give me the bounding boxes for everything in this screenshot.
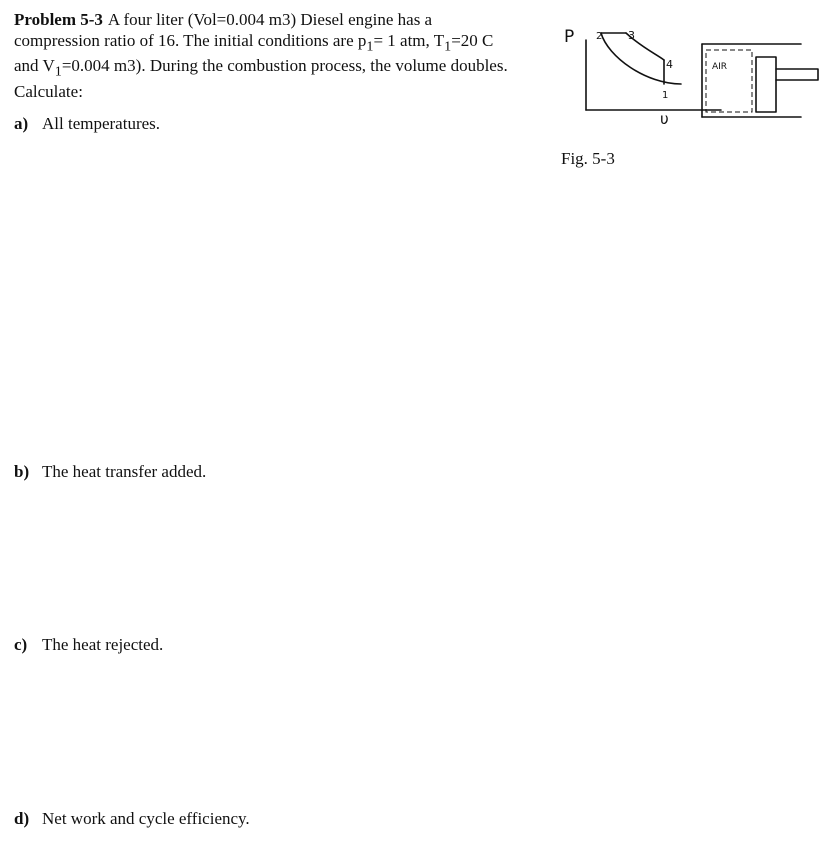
problem-statement: [14, 10, 544, 103]
v-axis-label: υ: [660, 110, 669, 128]
problem-line-3: and V: [14, 56, 55, 76]
t1-subscript: 1: [444, 37, 452, 54]
part-letter: a): [14, 114, 29, 133]
part-text: Net work and cycle efficiency.: [42, 809, 250, 828]
pv-diagram-figure: [556, 22, 838, 132]
figure-caption: Fig. 5-3: [561, 149, 615, 168]
part-a: [14, 114, 160, 134]
p-axis-label: P: [564, 27, 575, 47]
air-label: AIR: [712, 62, 728, 72]
problem-line-3b: =0.004 m3). During the combustion process, the volume doubles.: [61, 56, 508, 76]
state-label-2: 2: [596, 31, 603, 42]
part-letter: d): [14, 809, 30, 828]
air-boundary: [706, 50, 752, 112]
part-d: [14, 809, 250, 829]
problem-line-2b: = 1 atm, T: [373, 30, 445, 50]
state-label-3: 3: [628, 29, 635, 42]
problem-line-4: Calculate:: [14, 82, 83, 102]
state-label-1: 1: [662, 90, 669, 101]
part-b: [14, 462, 206, 482]
p1-subscript: 1: [366, 37, 374, 54]
part-c: [14, 635, 163, 655]
piston: [756, 57, 776, 112]
part-text: The heat rejected.: [42, 635, 164, 654]
problem-line-1: A four liter (Vol=0.004 m3) Diesel engine has a: [107, 10, 433, 29]
problem-label: Problem 5-3: [14, 10, 103, 29]
part-text: The heat transfer added.: [42, 462, 207, 481]
piston-rod: [776, 69, 818, 80]
part-letter: c): [14, 635, 28, 654]
state-label-4: 4: [666, 58, 673, 71]
problem-line-2: compression ratio of 16. The initial conditions are p: [14, 30, 367, 50]
v1-subscript: 1: [54, 63, 62, 80]
part-text: All temperatures.: [42, 114, 161, 133]
problem-line-2c: =20 C: [451, 30, 494, 50]
part-letter: b): [14, 462, 30, 481]
